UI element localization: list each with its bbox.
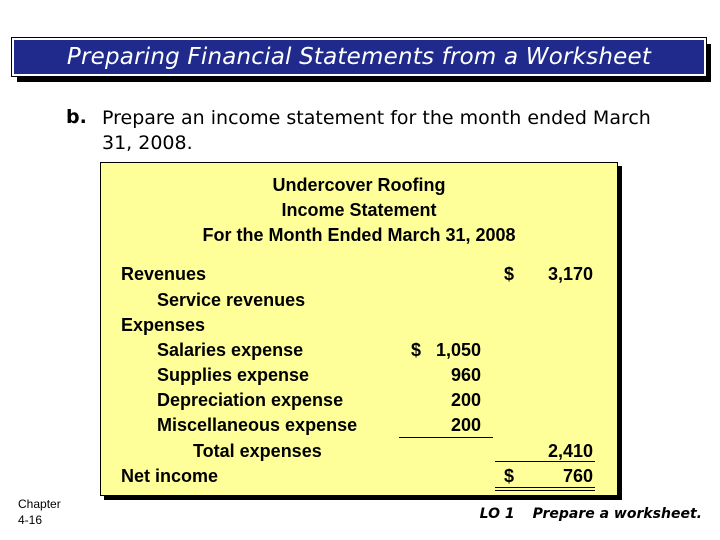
chapter-line2: 4-16: [18, 513, 43, 527]
expense-value: 960: [450, 365, 481, 385]
statement-period: For the Month Ended March 31, 2008: [202, 225, 516, 245]
chapter-label: [18, 496, 61, 528]
expense-label: Depreciation expense: [157, 390, 344, 410]
bullet-marker: b.: [66, 106, 87, 128]
net-income-dollar: $: [504, 466, 515, 486]
slide-title: Preparing Financial Statements from a Worksheet: [66, 44, 652, 70]
net-income-label: Net income: [121, 466, 219, 486]
total-expenses-value: 2,410: [547, 441, 593, 461]
expense-value: 200: [450, 390, 481, 410]
revenues-label: Revenues: [121, 264, 207, 284]
income-statement: [100, 162, 618, 496]
lo-number: LO 1: [479, 506, 515, 522]
title-bar: [12, 38, 706, 76]
double-rule-top: [495, 487, 595, 488]
expense-dollar: $: [411, 340, 422, 360]
expense-value: 1,050: [435, 340, 481, 360]
service-revenues-dollar: $: [504, 264, 515, 284]
lo-text: Prepare a worksheet.: [532, 506, 702, 522]
net-income-value: 760: [562, 466, 593, 486]
expense-value: 200: [450, 415, 481, 435]
total-rule: [495, 461, 595, 462]
subtotal-rule: [399, 437, 493, 438]
chapter-line1: Chapter: [18, 497, 61, 511]
expenses-label: Expenses: [121, 315, 206, 335]
statement-name: Income Statement: [281, 200, 437, 220]
expense-label: Salaries expense: [157, 340, 304, 360]
expense-label: Miscellaneous expense: [157, 415, 358, 435]
learning-objective: [480, 506, 702, 522]
service-revenues-label: Service revenues: [157, 290, 306, 310]
expense-label: Supplies expense: [157, 365, 310, 385]
total-expenses-label: Total expenses: [193, 441, 322, 461]
prompt-text: Prepare an income statement for the month ended March 31, 2008.: [102, 107, 651, 154]
service-revenues-value: 3,170: [547, 264, 593, 284]
statement-company: Undercover Roofing: [272, 175, 446, 195]
double-rule-bottom: [495, 490, 595, 491]
